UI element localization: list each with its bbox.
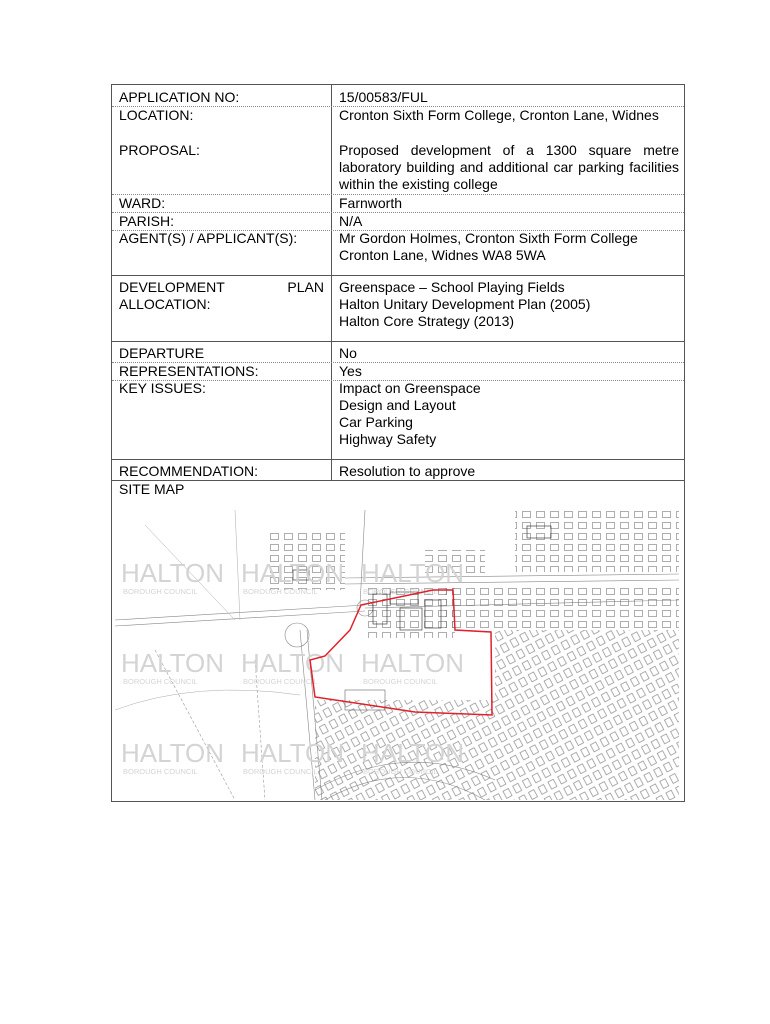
- representations-value: Yes: [339, 363, 362, 379]
- watermark-title: HALTON: [121, 738, 225, 768]
- recommendation-value: Resolution to approve: [339, 463, 476, 479]
- watermark-subtitle: BOROUGH COUNCIL: [363, 587, 438, 596]
- watermark-title: HALTON: [121, 648, 225, 678]
- location-label: LOCATION:: [119, 107, 194, 123]
- watermark-subtitle: BOROUGH COUNCIL: [243, 677, 318, 686]
- proposal-label: PROPOSAL:: [119, 142, 200, 158]
- agent-label: AGENT(S) / APPLICANT(S):: [119, 230, 298, 246]
- halton-watermark: [121, 558, 464, 776]
- parish-value: N/A: [339, 213, 363, 229]
- application-no-label: APPLICATION NO:: [119, 89, 240, 105]
- watermark-title: HALTON: [361, 648, 465, 678]
- key-issue: Impact on Greenspace: [339, 380, 481, 396]
- key-issues-values: [339, 380, 679, 448]
- column-divider: [331, 85, 332, 480]
- watermark-subtitle: BOROUGH COUNCIL: [123, 587, 198, 596]
- representations-label: REPRESENTATIONS:: [119, 363, 259, 379]
- planning-application-sheet: [111, 84, 685, 802]
- application-no-value: 15/00583/FUL: [339, 89, 428, 105]
- watermark-title: HALTON: [241, 738, 345, 768]
- key-issue: Highway Safety: [339, 431, 437, 447]
- development-plan-value: Halton Core Strategy (2013): [339, 313, 515, 329]
- development-plan-label-word1: DEVELOPMENT: [119, 279, 225, 295]
- ward-label: WARD:: [119, 195, 166, 211]
- watermark-subtitle: BOROUGH COUNCIL: [243, 587, 318, 596]
- site-map: [115, 510, 679, 800]
- departure-label: DEPARTURE: [119, 345, 205, 361]
- proposal-value: Proposed development of a 1300 square metre laboratory building and additional car parking facilities within the existing college: [339, 142, 679, 192]
- watermark-title: HALTON: [121, 558, 225, 588]
- development-plan-label-word3: ALLOCATION:: [119, 296, 211, 312]
- divider: [112, 275, 684, 276]
- watermark-subtitle: BOROUGH COUNCIL: [123, 767, 198, 776]
- divider: [112, 341, 684, 342]
- watermark-subtitle: BOROUGH COUNCIL: [363, 677, 438, 686]
- watermark-title: HALTON: [241, 648, 345, 678]
- watermark-subtitle: BOROUGH COUNCIL: [243, 767, 318, 776]
- ward-value: Farnworth: [339, 195, 403, 211]
- key-issues-label: KEY ISSUES:: [119, 380, 206, 396]
- development-plan-value: Halton Unitary Development Plan (2005): [339, 296, 591, 312]
- watermark-subtitle: BOROUGH COUNCIL: [363, 767, 438, 776]
- agent-value: Mr Gordon Holmes, Cronton Sixth Form College Cronton Lane, Widnes WA8 5WA: [339, 230, 638, 263]
- development-plan-label-word2: PLAN: [287, 279, 324, 295]
- recommendation-label: RECOMMENDATION:: [119, 463, 258, 479]
- departure-value: No: [339, 345, 357, 361]
- divider: [112, 459, 684, 460]
- parish-label: PARISH:: [119, 213, 174, 229]
- key-issue: Design and Layout: [339, 397, 456, 413]
- location-value: Cronton Sixth Form College, Cronton Lane, Widnes: [339, 107, 659, 123]
- development-plan-value: Greenspace – School Playing Fields: [339, 279, 565, 295]
- key-issue: Car Parking: [339, 414, 413, 430]
- watermark-title: HALTON: [361, 558, 465, 588]
- site-map-heading: SITE MAP: [119, 481, 185, 497]
- watermark-title: HALTON: [241, 558, 345, 588]
- divider: [112, 480, 684, 481]
- development-plan-values: [339, 279, 679, 330]
- development-plan-label: [119, 279, 324, 313]
- watermark-title: HALTON: [361, 738, 465, 768]
- watermark-subtitle: BOROUGH COUNCIL: [123, 677, 198, 686]
